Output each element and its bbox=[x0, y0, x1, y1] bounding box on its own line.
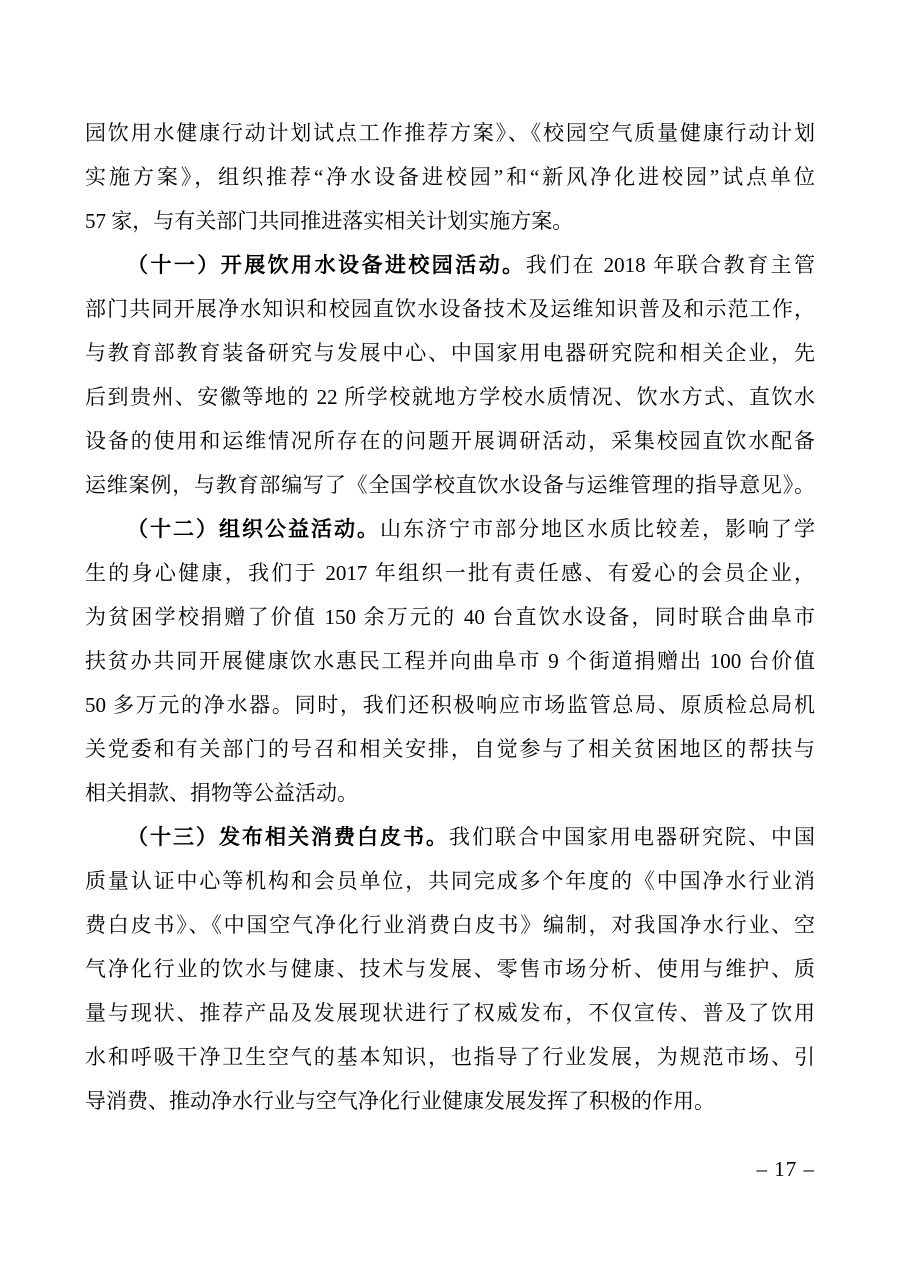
text-line: 相关捐款、捐物等公益活动。 bbox=[85, 781, 358, 805]
text-line bbox=[85, 815, 815, 859]
document-text-block bbox=[85, 111, 815, 1123]
page-number: – 17 – bbox=[756, 1157, 815, 1181]
text-line: 57 家，与有关部门共同推进落实相关计划实施方案。 bbox=[85, 209, 574, 233]
paragraph-continuation bbox=[85, 111, 815, 243]
text-line: 质量认证中心等机构和会员单位，共同完成多个年度的《中国净水行业消 bbox=[85, 869, 815, 893]
text-line: 部门共同开展净水知识和校园直饮水设备技术及运维知识普及和示范工作， bbox=[85, 297, 815, 321]
paragraph-12-first-line: 山东济宁市部分地区水质比较差，影响了学 bbox=[380, 517, 815, 541]
paragraph-11-first-line: 我们在 2018 年联合教育主管 bbox=[525, 253, 815, 277]
paragraph-13-heading: （十三）发布相关消费白皮书。 bbox=[127, 825, 449, 849]
text-line: 关党委和有关部门的号召和相关安排，自觉参与了相关贫困地区的帮扶与 bbox=[85, 737, 815, 761]
text-line: 导消费、推动净水行业与空气净化行业健康发展发挥了积极的作用。 bbox=[85, 1089, 715, 1113]
text-line: 50 多万元的净水器。同时，我们还积极响应市场监管总局、原质检总局机 bbox=[85, 693, 815, 717]
paragraph-13 bbox=[85, 815, 815, 1123]
paragraph-11 bbox=[85, 243, 815, 507]
text-line: 生的身心健康，我们于 2017 年组织一批有责任感、有爱心的会员企业， bbox=[85, 561, 815, 585]
text-line: 设备的使用和运维情况所存在的问题开展调研活动，采集校园直饮水配备 bbox=[85, 429, 815, 453]
text-line: 实施方案》，组织推荐“净水设备进校园”和“新风净化进校园”试点单位 bbox=[85, 165, 815, 189]
paragraph-12-heading: （十二）组织公益活动。 bbox=[127, 517, 380, 541]
text-line bbox=[85, 243, 815, 287]
paragraph-11-heading: （十一）开展饮用水设备进校园活动。 bbox=[127, 253, 526, 277]
text-line: 水和呼吸干净卫生空气的基本知识，也指导了行业发展，为规范市场、引 bbox=[85, 1045, 815, 1069]
text-line: 后到贵州、安徽等地的 22 所学校就地方学校水质情况、饮水方式、直饮水 bbox=[85, 385, 815, 409]
text-line: 费白皮书》、《中国空气净化行业消费白皮书》编制，对我国净水行业、空 bbox=[85, 913, 815, 937]
text-line: 气净化行业的饮水与健康、技术与发展、零售市场分析、使用与维护、质 bbox=[85, 957, 815, 981]
text-line: 量与现状、推荐产品及发展现状进行了权威发布，不仅宣传、普及了饮用 bbox=[85, 1001, 815, 1025]
paragraph-13-first-line: 我们联合中国家用电器研究院、中国 bbox=[449, 825, 815, 849]
text-line: 为贫困学校捐赠了价值 150 余万元的 40 台直饮水设备，同时联合曲阜市 bbox=[85, 605, 815, 629]
text-line: 与教育部教育装备研究与发展中心、中国家用电器研究院和相关企业，先 bbox=[85, 341, 815, 365]
text-line: 园饮用水健康行动计划试点工作推荐方案》、《校园空气质量健康行动计划 bbox=[85, 121, 815, 145]
text-line: 运维案例，与教育部编写了《全国学校直饮水设备与运维管理的指导意见》。 bbox=[85, 473, 815, 497]
text-line: 扶贫办共同开展健康饮水惠民工程并向曲阜市 9 个街道捐赠出 100 台价值 bbox=[85, 649, 815, 673]
text-line bbox=[85, 507, 815, 551]
paragraph-12 bbox=[85, 507, 815, 815]
